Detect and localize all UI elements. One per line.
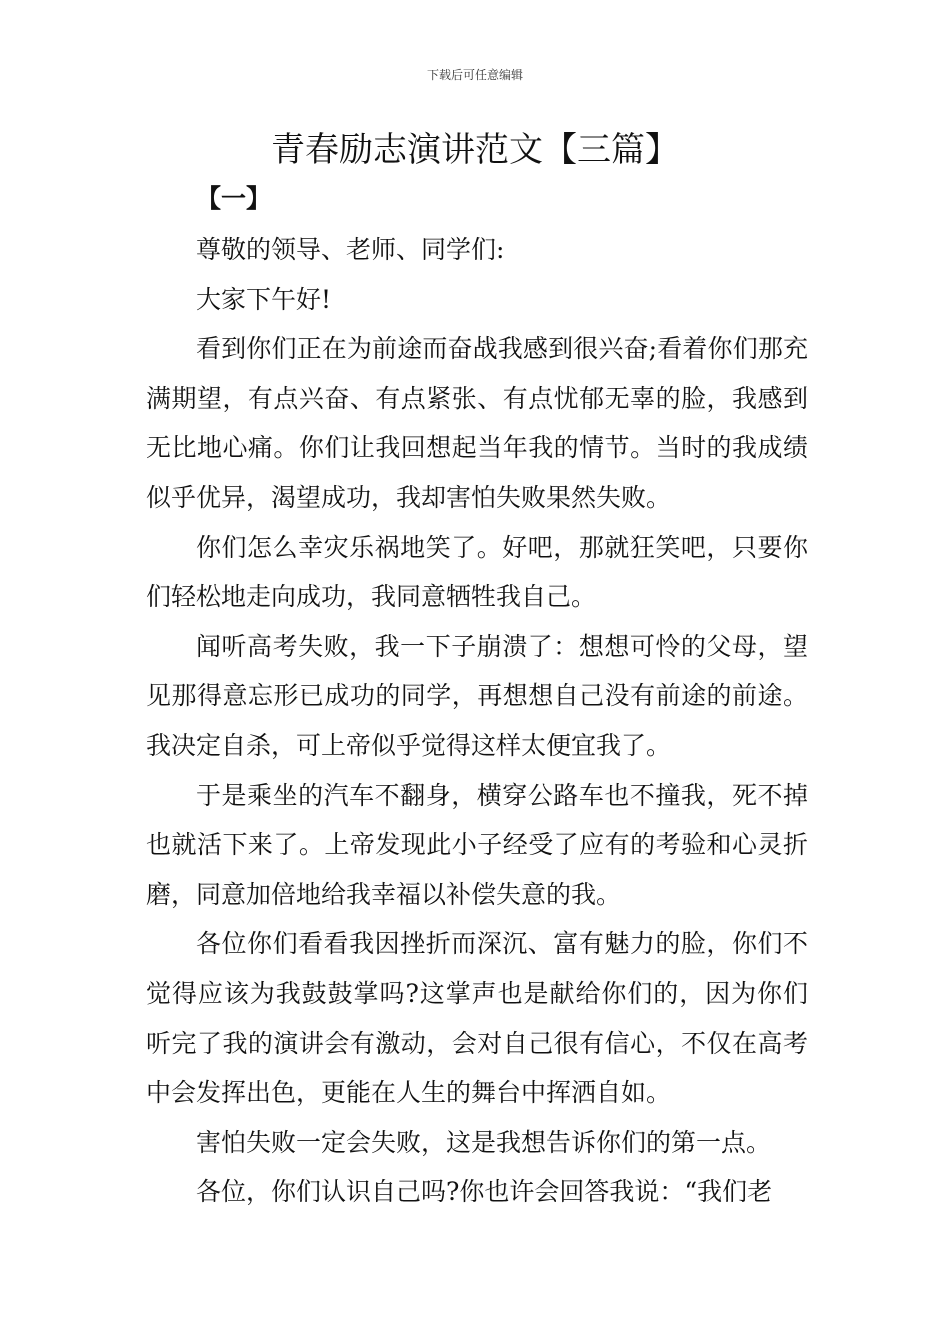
paragraph: 你们怎么幸灾乐祸地笑了。好吧，那就狂笑吧，只要你们轻松地走向成功，我同意牺牲我自己。	[146, 532, 808, 612]
paragraph: 看到你们正在为前途而奋战我感到很兴奋;看着你们那充满期望，有点兴奋、有点紧张、有点忧郁无辜的脸，我感到无比地心痛。你们让我回想起当年我的情节。当时的我成绩似乎优异，渴望成功，我却害怕失败果然失败。	[146, 334, 808, 512]
paragraph-salutation: 尊敬的领导、老师、同学们:	[196, 235, 505, 264]
paragraph: 闻听高考失败，我一下子崩溃了：想想可怜的父母，望见那得意忘形已成功的同学，再想想自己没有前途的前途。我决定自杀，可上帝似乎觉得这样太便宜我了。	[146, 631, 808, 760]
paragraph: 各位你们看看我因挫折而深沉、富有魅力的脸，你们不觉得应该为我鼓鼓掌吗?这掌声也是献给你们的，因为你们听完了我的演讲会有激动，会对自己很有信心，不仅在高考中会发挥出色，更能在人生的舞台中挥洒自如。	[146, 929, 808, 1108]
paragraph-greeting: 大家下午好!	[196, 284, 332, 314]
paragraph: 于是乘坐的汽车不翻身，横穿公路车也不撞我，死不掉也就活下来了。上帝发现此小子经受了应有的考验和心灵折磨，同意加倍地给我幸福以补偿失意的我。	[146, 780, 808, 909]
body-text	[146, 225, 808, 1217]
document-title: 青春励志演讲范文【三篇】	[271, 130, 679, 170]
paragraph: 各位，你们认识自己吗?你也许会回答我说：“我们老	[196, 1177, 773, 1207]
paragraph: 害怕失败一定会失败，这是我想告诉你们的第一点。	[196, 1127, 772, 1157]
header-note: 下载后可任意编辑	[426, 68, 523, 82]
section-heading: 【一】	[196, 184, 272, 213]
